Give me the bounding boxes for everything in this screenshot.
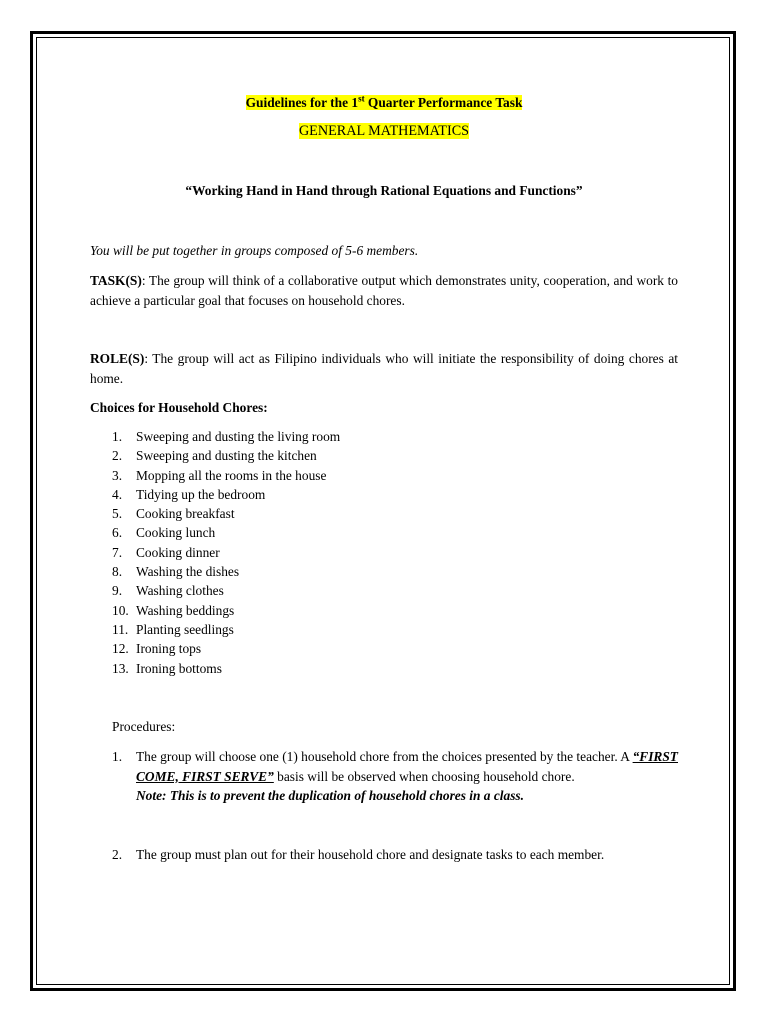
list-item-number: 2. [112,448,123,464]
role-label: ROLE(S) [90,351,145,366]
list-item [112,601,340,620]
list-item-text: Ironing bottoms [136,660,222,676]
list-item [112,581,340,600]
list-item-text: Cooking dinner [136,544,220,560]
list-item [112,523,340,542]
procedure-step-text-b: basis will be observed when choosing household chore. [273,768,575,784]
list-item [112,427,340,446]
list-item-text: Ironing tops [136,641,202,657]
list-item-number: 7. [112,544,123,560]
list-item-text: Cooking lunch [136,525,216,541]
procedure-step-text-a: The group will choose one (1) household chore from the choices presented by the teacher. A [136,749,633,764]
list-item-text: Sweeping and dusting the kitchen [136,448,317,464]
role-paragraph [90,349,678,388]
document-title [0,93,768,112]
chores-heading: Choices for Household Chores: [90,400,268,415]
procedure-note: Note: This is to prevent the duplication of household chores in a class. [136,788,524,803]
first-come-first-serve-emphasis: “FIRST COME, FIRST SERVE” [136,749,678,784]
list-item-number: 11. [112,621,129,637]
theme-title: “Working Hand in Hand through Rational Equations and Functions” [185,183,583,198]
list-item-number: 10. [112,602,129,618]
list-item-text: Sweeping and dusting the living room [136,429,341,444]
procedure-step [112,845,678,865]
list-item-text: Washing the dishes [136,564,240,580]
list-item-text: Tidying up the bedroom [136,486,266,502]
list-item-number: 3. [112,467,123,483]
list-item-number: 12. [112,641,129,657]
chores-list [112,427,340,678]
list-item-text: Planting seedlings [136,621,234,637]
subject-heading [0,121,768,141]
list-item-number: 4. [112,486,123,502]
list-item-number: 9. [112,583,123,599]
list-item [112,562,340,581]
list-item-number: 5. [112,506,123,522]
list-item [112,659,340,678]
subject-text: GENERAL MATHEMATICS [298,123,470,139]
list-item-number: 6. [112,525,123,541]
procedure-step-body [136,747,678,806]
procedure-step-body [136,845,678,865]
procedure-step [112,747,678,806]
task-label: TASK(S) [90,273,142,288]
list-item [112,466,340,485]
list-item-text: Mopping all the rooms in the house [136,467,327,483]
list-item [112,543,340,562]
intro-text: You will be put together in groups composed of 5-6 members. [90,243,419,258]
procedure-step-number: 2. [112,847,123,862]
title-prefix: Guidelines for the 1 [245,95,359,110]
list-item-text: Cooking breakfast [136,506,235,522]
procedure-step-number: 1. [112,749,123,764]
procedures-heading: Procedures: [112,719,176,734]
list-item-text: Washing beddings [136,602,235,618]
task-text: : The group will think of a collaborative output which demonstrates unity, cooperation, and work to achieve a particular goal that focuses on household chores. [90,273,678,308]
procedure-step-text: The group must plan out for their household chore and designate tasks to each member. [136,847,605,862]
role-text: : The group will act as Filipino individuals who will initiate the responsibility of doing chores at home. [90,351,678,386]
task-paragraph [90,271,678,310]
title-superscript: st [358,93,365,104]
title-suffix: Quarter Performance Task [364,95,523,110]
title-highlight [246,95,523,110]
list-item-number: 8. [112,564,123,580]
list-item [112,620,340,639]
list-item [112,639,340,658]
list-item-number: 1. [112,429,123,444]
list-item [112,446,340,465]
list-item [112,504,340,523]
list-item [112,485,340,504]
list-item-number: 13. [112,660,129,676]
list-item-text: Washing clothes [136,583,224,599]
